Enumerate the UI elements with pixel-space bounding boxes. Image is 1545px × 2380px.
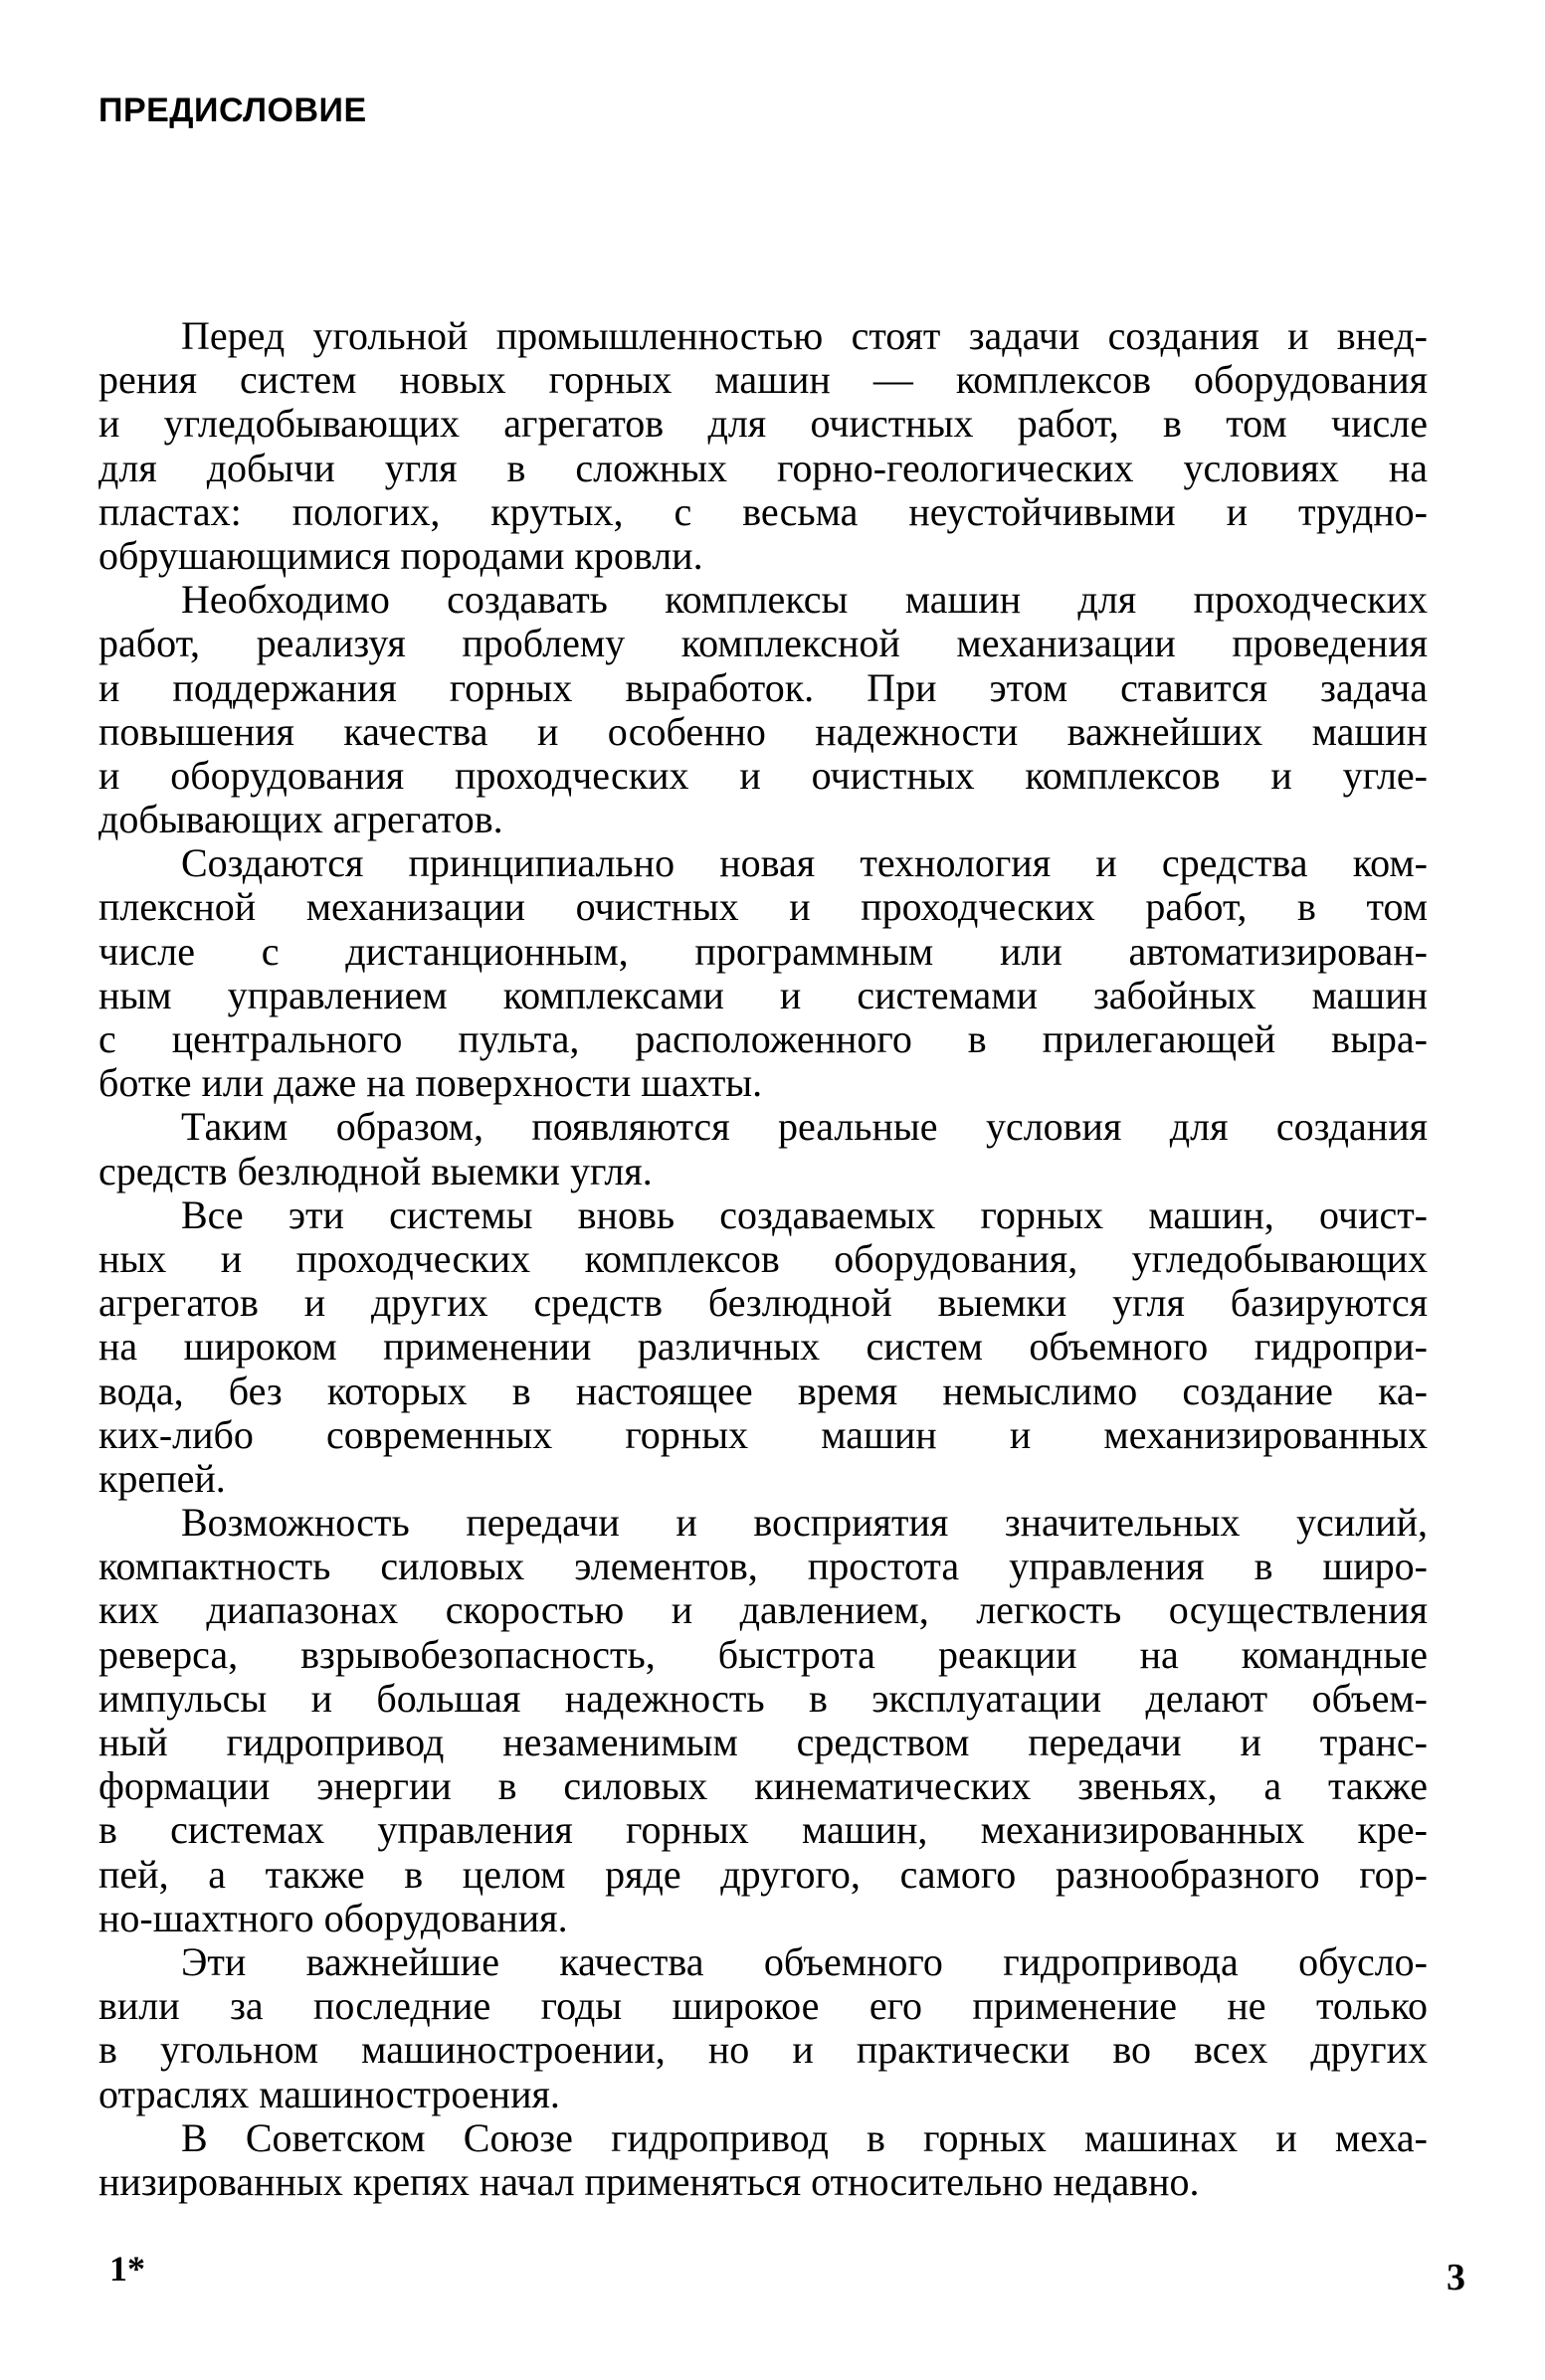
text-line: плексной механизации очистных и проходческих работ, в том (98, 884, 1428, 930)
text-line: в системах управления горных машин, механизированных кре- (98, 1807, 1428, 1853)
paragraph (98, 1501, 1428, 1940)
signature-mark: 1* (109, 2249, 145, 2288)
text-line: низированных крепях начал применяться относительно недавно. (98, 2158, 1200, 2204)
paragraph (98, 1105, 1428, 1192)
text-line: Эти важнейшие качества объемного гидропривода обусло- (181, 1938, 1428, 1984)
paragraph (98, 578, 1428, 841)
text-line: в угольном машиностроении, но и практически во всех других (98, 2027, 1428, 2073)
text-line: импульсы и большая надежность в эксплуатации делают объем- (98, 1675, 1428, 1721)
preface-body (98, 314, 1428, 2204)
page-title: ПРЕДИСЛОВИЕ (98, 92, 367, 129)
text-line: вили за последние годы широкое его применение не только (98, 1983, 1428, 2029)
text-line: компактность силовых элементов, простота управления в широ- (98, 1544, 1428, 1589)
text-line: Создаются принципиально новая технология и средства ком- (181, 840, 1428, 886)
text-line: обрушающимися породами кровли. (98, 532, 703, 578)
paragraph (98, 2116, 1428, 2204)
text-line: В Советском Союзе гидропривод в горных машинах и меха- (181, 2114, 1428, 2160)
text-line: вода, без которых в настоящее время немыслимо создание ка- (98, 1368, 1428, 1413)
text-line: агрегатов и других средств безлюдной выемки угля базируются (98, 1280, 1428, 1326)
text-line: ных и проходческих комплексов оборудования, угледобывающих (98, 1235, 1428, 1281)
text-line: для добычи угля в сложных горно-геологических условиях на (98, 445, 1428, 490)
text-line: ным управлением комплексами и системами забойных машин (98, 972, 1428, 1017)
text-line: формации энергии в силовых кинематических звеньях, а также (98, 1763, 1428, 1809)
text-line: отраслях машиностроения. (98, 2071, 560, 2116)
text-line: пластах: пологих, крутых, с весьма неустойчивыми и трудно- (98, 488, 1428, 534)
text-line: работ, реализуя проблему комплексной механизации проведения (98, 621, 1428, 666)
text-line: ный гидропривод незаменимым средством передачи и транс- (98, 1720, 1428, 1764)
text-line: Перед угольной промышленностью стоят задачи создания и внед- (181, 313, 1428, 358)
paragraph (98, 841, 1428, 1105)
paragraph (98, 1940, 1428, 2116)
text-line: но-шахтного оборудования. (98, 1895, 568, 1940)
text-line: ких диапазонах скоростью и давлением, легкость осуществления (98, 1587, 1428, 1633)
text-line: средств безлюдной выемки угля. (98, 1148, 653, 1193)
paragraph (98, 314, 1428, 578)
text-line: числе с дистанционным, программным или автоматизирован- (98, 928, 1428, 974)
text-line: ботке или даже на поверхности шахты. (98, 1060, 763, 1106)
text-line: Необходимо создавать комплексы машин для проходческих (181, 577, 1428, 623)
text-line: повышения качества и особенно надежности важнейших машин (98, 708, 1428, 754)
text-line: и угледобывающих агрегатов для очистных работ, в том числе (98, 401, 1428, 447)
text-line: и поддержания горных выработок. При этом ставится задача (98, 664, 1428, 710)
text-line: крепей. (98, 1455, 226, 1501)
text-line: на широком применении различных систем объемного гидропри- (98, 1324, 1428, 1370)
text-line: Возможность передачи и восприятия значительных усилий, (181, 1500, 1428, 1546)
text-line: Таким образом, появляются реальные условия для создания (181, 1104, 1428, 1150)
text-line: рения систем новых горных машин — комплексов оборудования (98, 357, 1428, 403)
text-line: Все эти системы вновь создаваемых горных машин, очист- (181, 1191, 1428, 1237)
text-line: пей, а также в целом ряде другого, самого разнообразного гор- (98, 1851, 1428, 1897)
text-line: и оборудования проходческих и очистных комплексов и угле- (98, 752, 1428, 798)
text-line: ких-либо современных горных машин и механизированных (98, 1411, 1428, 1457)
text-line: добывающих агрегатов. (98, 797, 503, 842)
page-number: 3 (1447, 2257, 1465, 2298)
paragraph (98, 1193, 1428, 1501)
text-line: реверса, взрывобезопасность, быстрота реакции на командные (98, 1631, 1428, 1677)
text-line: с центрального пульта, расположенного в прилегающей выра- (98, 1016, 1428, 1061)
